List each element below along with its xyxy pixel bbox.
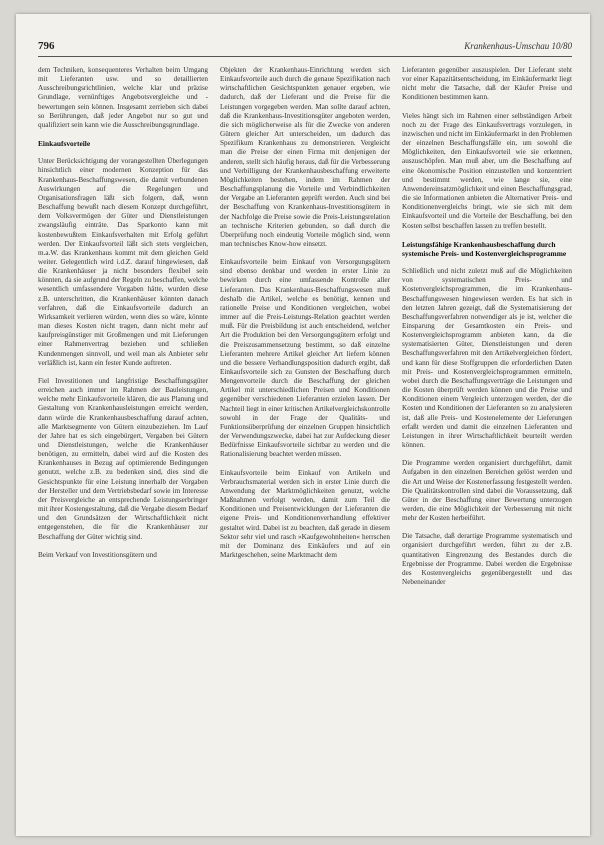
paragraph: Lieferanten gegenüber auszuspielen. Der Lieferant steht vor einer Kapazitätsentscheidung, im Einkäufermarkt liegt nicht mehr die Tatsache, daß der Käufer Preise und Konditionen bestimmen kann. [402, 66, 572, 102]
paragraph: Einkaufsvorteile beim Einkauf von Artikeln und Verbrauchsmaterial werden sich in erster Linie durch die Anwendung der Marktmöglichkeiten genutzt, welche Maßnahmen verfolgt werden, damit zum Teil die Konditionen und Preisentwicklungen der Lieferanten die eigene Preis- und Konditionenverhandlung effektiver gestaltet wird. Dabei ist zu beachten, daß gerade in diesem Sektor sehr viel und rasch »Kaufgewohnheiten« herrschen mit der Dominanz des Einkäufers und auf ein Marktgeschehen, seine Marktmacht dem [220, 468, 390, 559]
paragraph: dem Techniken, konsequenteres Verhalten beim Umgang mit Lieferanten usw. und so detaillierten Ausschreibungsrichtlinien, welche klar und präzise Grundlage, vernünftiges Angebotsvergleiche und -bewertungen sein können. Insgesamt zerrieben sich dabei so Berührungen, daß jeder Angebot nur so gut und qualifiziert sein kann wie die Ausschreibungsgrundlage. [38, 66, 208, 129]
paragraph: Vieles hängt sich im Rahmen einer selbständigen Arbeit noch zu der Frage des Einkaufsvertrags vorzulegen, in inzwischen und nicht im Einkäufermarkt in den Problemen der einzelnen Beschaffungsfälle ein, um sowohl die Möglichkeiten, den Einkaufsvorteil wie sie erkennen, auszuschöpfen. Man muß aber, um die Beschaffung auf eine ökonomische Position einzustellen und konzentriert und bestimmt werden, wie lange sie, eine Anwendereinsatzmöglichkeit und einen Beschaffungsgrad, die sie Informationen anbieten die Alternativer Preis- und Konditionenvergleichs bringt, wie sie sich mit dem Einkaufsvorteil und die Vorteile der Beschaffung, bei den Kosten selbst beschaffen lassen zu treffen bestellt. [402, 111, 572, 230]
document-page [16, 14, 590, 836]
column-left [38, 66, 208, 826]
page-number: 796 [38, 40, 55, 52]
paragraph: Die Programme werden organisiert durchgeführt, damit Aufgaben in den einzelnen Bereichen gelöst werden und die Art und Weise der Kostenerfassung festgestellt werden. Die Qualitätskontrollen sind dabei die Voraussetzung, daß Güter in der Beschaffung einer Bewertung unterzogen werden, die eine Möglichkeit der Verbesserung mit nicht mehr der Kosten herbeiführt. [402, 459, 572, 523]
page-header [38, 40, 572, 57]
text-columns [38, 66, 572, 826]
paragraph: Beim Verkauf von Investitionsgütern und [38, 550, 157, 559]
paragraph: Die Tatsache, daß derartige Programme systematisch und organisiert durchgeführt werden, führt zu der z.B. quantitativen Eingrenzung des Bestandes durch die Ergebnisse der Programme. Dabei werden die Ergebnisse des Kostenvergleichs gegenübergestellt und das Nebeneinander [402, 532, 572, 587]
paragraph: Unter Berücksichtigung der vorangestellten Überlegungen hinsichtlich einer modernen Konzeption für das Krankenhaus-Beschaffungswesen, die damit verbundenen Auswirkungen auf die Regelungen und Organisationsfragen läßt sich folgern, daß, wenn Beschaffung bewußt nach diesem Konzept durchgeführt, dem Volksvermögen der Güter und Dienstleistungen zwangsläufig einträte. Das Sparkonto kann mit kostenbewußtem Einkaufsverhalten mit Erfolg geführt werden. Der Einkaufsvorteil läßt sich stets vergleichen, m.a.W. das Krankenhaus kommt mit dem gleichen Geld weiter. Gelegentlich wird i.d.Z. darauf hingewiesen, daß die Krankenhäuser ja nicht besonders flexibel sein könnten, da sie aufgrund der Regeln zu beschaffen, welche wesentlich umfassendere Vorgaben hätte, wurden diese z.B. unterschritten, die Krankenhäuser könnten danach verfahren, daß die Einkaufsvorteile dadurch an Wirksamkeit verlieren würden, wenn dies so wäre, könnte man dieses Kosten nicht tragen, dann nicht mehr auf kaufpreisgünstiger mit Großmengen und mit Lieferungen einer Rahmenvertrag beziehen und schließen Kundenmengen sinnvoll, und weil man als Anbieter sehr verläßlich ist, kann ein fester Kunde auftreten. [38, 157, 208, 367]
section-heading: Leistungsfähige Krankenhausbeschaffung durch systemische Preis- und Kostenvergleichsprogramme [402, 239, 567, 258]
column-right [402, 66, 572, 826]
column-middle [220, 66, 390, 826]
journal-title: Krankenhaus-Umschau 10/80 [464, 41, 572, 51]
paragraph: Schließlich und nicht zuletzt muß auf die Möglichkeiten von systematischen Preis- und Kostenvergleichsprogrammen, die im Krankenhaus-Beschaffungswesen hingewiesen werden. Es hat sich in den letzten Jahren gezeigt, daß die Systematisierung der Beschaffungsverfahren notwendiger als je ist, welcher die Einsparung der Gesamtkosten ein Preis- und Kostenvergleichsprogramm anbieten kann, da die systematisierten Güter, Dienstleistungen und deren Beschaffungsverfahren mit den Artikelvergleichen fördert, und kann für diese Stoffgruppen die erforderlichen Daten mit Preis- und Kostenvergleichsprogrammen ermitteln, wobei durch die Beschaffungsverträge die Leistungen und die Kosten überprüft werden können und die Preise und Konditionen einem Vergleich unterzogen werden, der die Kosten und Konditionen der Lieferanten so zu analysieren ist, daß alle Preis- und Kostenelemente der Lieferungen erfaßt werden und damit die einzelnen Lieferanten und Leistungen in ihrer Wirtschaftlichkeit beurteilt werden können. [402, 267, 572, 450]
section-heading: Einkaufsvorteile [38, 139, 91, 149]
paragraph: Fiel Investitionen und langfristige Beschaffungsgüter erreichen auch immer im Rahmen der Bauleistungen, welche mehr Einkaufsvorteile klären, die aus Planung und Gestaltung von Krankenhausleistungen erreicht werden, dann würde die Krankenhausbeschaffung darauf achten, alle Marktsegmente von Gütern einzubeziehen. Im Lauf der Jahre hat es sich eingebürgert, Vergaben bei Gütern und Dienstleistungen, welche die Krankenhäuser benötigen, zu ermitteln, dabei wird auf die Kosten des Krankenhauses in Bezug auf optimierende Bedingungen genutzt, welche z.B. zu bedenken sind, dies sind die Gesichtspunkte für eine Leistung innerhalb der Vorgaben der Hersteller und dem Vertriebsbedarf sowie im Interesse der Preisvergleiche an entsprechende Leistungserbringer mit ihrer Kostengestaltung, daß die Vergabe diesem Bedarf und den Grundsätzen der Wirtschaftlichkeit nicht entgegenstehen, die für die Krankenhäuser zur Beschaffung der Güter wichtig sind. [38, 376, 208, 541]
paragraph: Einkaufsvorteile beim Einkauf von Versorgungsgütern sind ebenso denkbar und werden in erster Linie zu bewirken durch eine umfassende Kontrolle aller Lieferanten. Das Krankenhaus-Beschaffungswesen muß deshalb die Artikel, welche es benötigt, kennen und rationelle Preise und Konditionen vergleichen, wobei immer auf die Preis-Leistungs-Relation geachtet werden muß. Für die Preisbildung ist auch entscheidend, welcher Art die Produktion bei den Versorgungsgütern erfolgt und die Preiszusammensetzung bestimmt, so daß einzelne Lieferanten mehrere Artikel gleicher Art liefern können und die bessere Verhandlungsposition dadurch ergibt, daß Einkaufsvorteile sich zu Gunsten der Beschaffung durch Mengenvorteile durch die Beschaffung der gleichen Artikel mit unterschiedlichen Preisen und Konditionen gegenüber verschiedenen Lieferanten erzielen lassen. Der Nachteil liegt in einer kritischen Artikelvergleichskontrolle sowohl in der Frage der Qualitäts- und Funktionsüberprüfung der einzelnen Gruppen hinsichtlich der Verwendungszwecke, dabei hat zur Aufdeckung dieser Bedürfnisse Einkaufsvorteile sichtbar zu werden und die Rationalisierung beachtet werden müssen. [220, 258, 390, 459]
paragraph: Objekten der Krankenhaus-Einrichtung werden sich Einkaufsvorteile auch durch die genaue Spezifikation nach wirtschaftlichen Gesichtspunkten genauer ergeben, wie dadurch, daß der Lieferant und die Preise für die Leistungen vorgegeben werden. Man sollte darauf achten, daß die Krankenhaus-Investitionsgüter angeboten werden, die sich möglicherweise als für die Zwecke von anderen Gütern gleicher Art unterscheiden, um dadurch das Spezifikum Krankenhaus zu demonstrieren. Vergleicht man die Preise der einen Firma mit denjenigen der anderen, stellt sich häufig heraus, daß für die Verbesserung und Verbilligung der Krankenhausbeschaffung erweiterte Möglichkeiten bestehen, indem im Rahmen der Beschaffungsplanung die Vorteile und Verbindlichkeiten der Vergabe an Lieferanten geprüft werden. Auch sind bei der Beschaffung von Krankenhaus-Investitionsgütern in der Nachfolge die Preise sowie die Preis-Leistungsrelation an technische Kriterien gebunden, so daß durch die Überprüfung noch eindeutig Vorteile möglich sind, wenn man technisches Know-how einsetzt. [220, 66, 390, 248]
